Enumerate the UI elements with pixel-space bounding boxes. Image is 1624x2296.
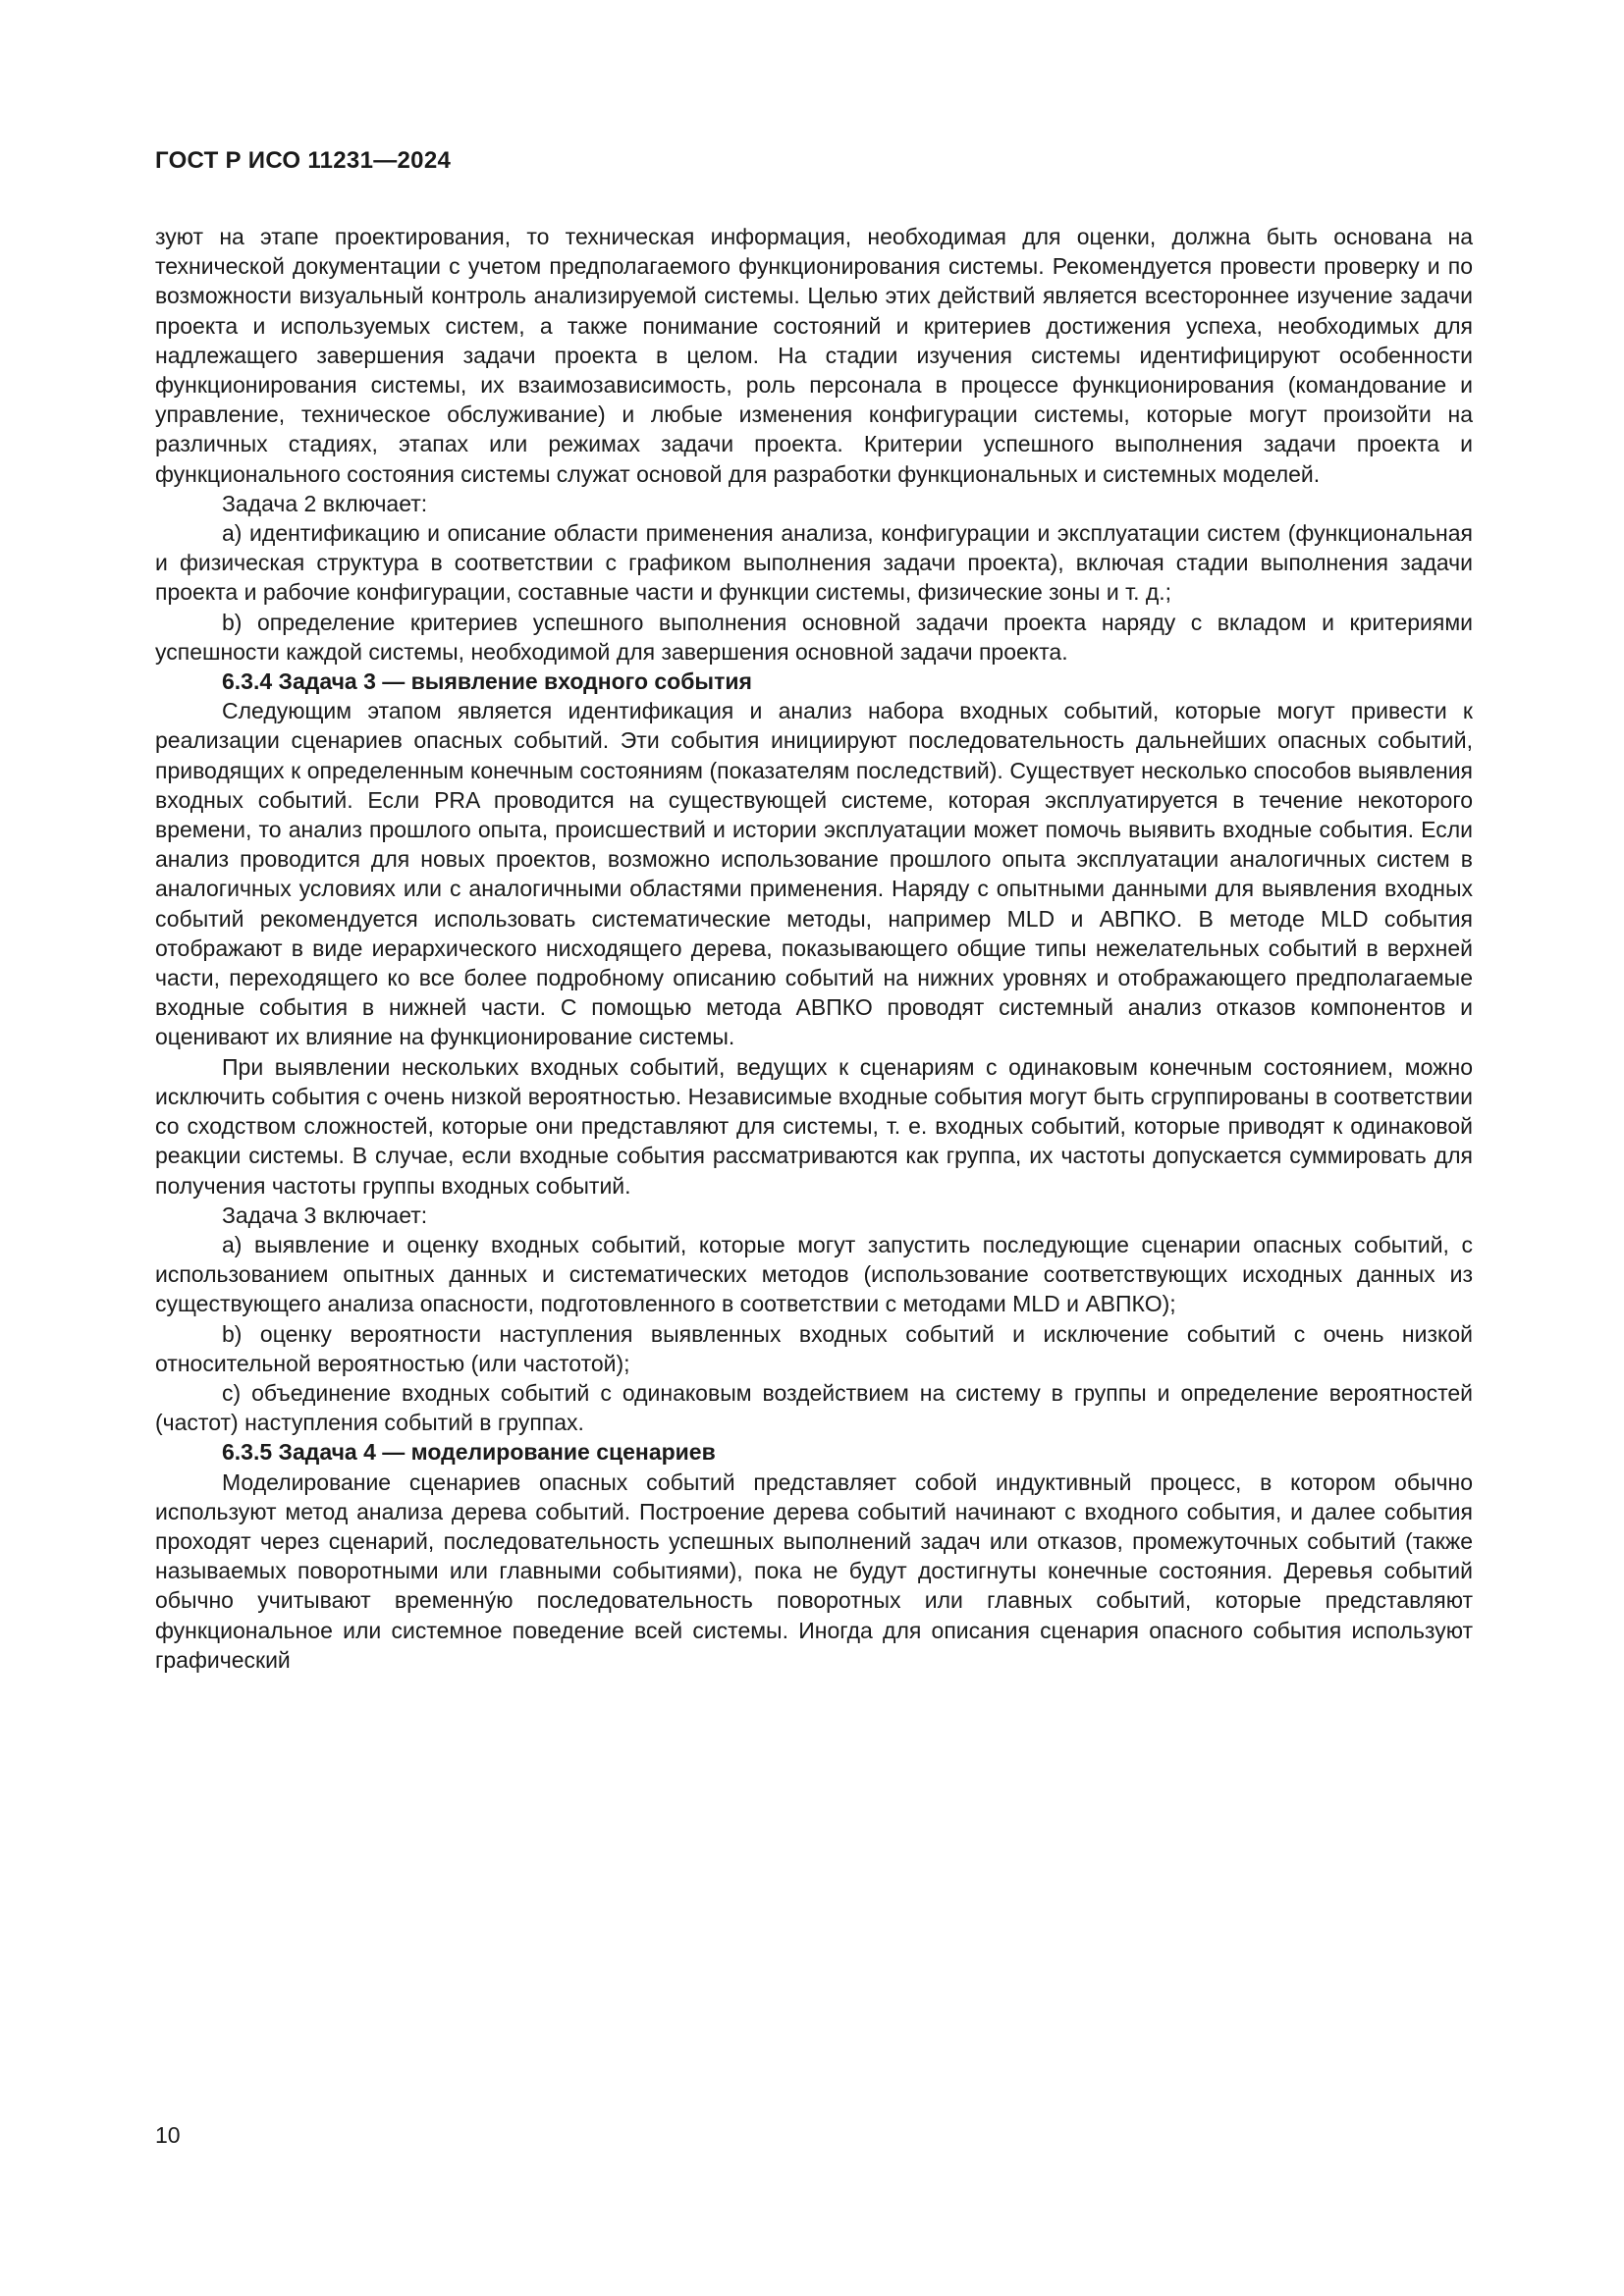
section-heading-6-3-5: 6.3.5 Задача 4 — моделирование сценариев [222,1439,716,1466]
paragraph-task2-intro: Задача 2 включает: [222,490,428,516]
paragraph-task3-intro: Задача 3 включает: [222,1201,428,1228]
document-body [155,222,1473,1675]
list-item-task3-c: c) объединение входных событий с одинаковым воздействием на систему в группы и определение вероятностей (частот) наступления событий в группах. [155,1379,1473,1436]
list-item-task3-b: b) оценку вероятности наступления выявленных входных событий и исключение событий с очень низкой относительной вероятностью (или частотой); [155,1320,1473,1376]
list-item-task3-a: a) выявление и оценку входных событий, которые могут запустить последующие сценарии опасных событий, с использованием опытных данных и систематических методов (использование соответствующих исходных данных из существующего анализа опасности, подготовленного в соответствии с методами MLD и АВПКО); [155,1231,1473,1317]
paragraph-6-3-4-body: Следующим этапом является идентификация и анализ набора входных событий, которые могут привести к реализации сценариев опасных событий. Эти события инициируют последовательность дальнейших опасных событий, приводящих к определенным конечным состояниям (показателям последствий). Существует несколько способов выявления входных событий. Если PRA проводится на существующей системе, которая эксплуатируется в течение некоторого времени, то анализ прошлого опыта, происшествий и истории эксплуатации может помочь выявить входные события. Если анализ проводится для новых проектов, возможно использование прошлого опыта эксплуатации аналогичных систем в аналогичных условиях или с аналогичными областями применения. Наряду с опытными данными для выявления входных событий рекомендуется использовать систематические методы, например MLD и АВПКО. В методе MLD события отображают в виде иерархического нисходящего дерева, показывающего общие типы нежелательных событий в верхней части, переходящего ко все более подробному описанию событий на нижних уровнях и отображающего предполагаемые входные события в нижней части. С помощью метода АВПКО проводят системный анализ отказов компонентов и оценивают их влияние на функционирование системы. [155,698,1473,1050]
paragraph-continuation: зуют на этапе проектирования, то техническая информация, необходимая для оценки, должна быть основана на технической документации с учетом предполагаемого функционирования системы. Рекомендуется провести проверку и по возможности визуальный контроль анализируемой системы. Целью этих действий является всестороннее изучение задачи проекта и используемых систем, а также понимание состояний и критериев достижения успеха, необходимых для надлежащего завершения задачи проекта в целом. На стадии изучения системы идентифицируют особенности функционирования системы, их взаимозависимость, роль персонала в процессе функционирования (командование и управление, техническое обслуживание) и любые изменения конфигурации системы, которые могут произойти на различных стадиях, этапах или режимах задачи проекта. Критерии успешного выполнения задачи проекта и функционального состояния системы служат основой для разработки функциональных и системных моделей. [155,224,1473,487]
paragraph-6-3-4-grouping: При выявлении нескольких входных событий, ведущих к сценариям с одинаковым конечным состоянием, можно исключить события с очень низкой вероятностью. Независимые входные события могут быть сгруппированы в соответствии со сходством сложностей, которые они представляют для системы, т. е. входных событий, которые приводят к одинаковой реакции системы. В случае, если входные события рассматриваются как группа, их частоты допускается суммировать для получения частоты группы входных событий. [155,1053,1473,1199]
list-item-task2-a: a) идентификацию и описание области применения анализа, конфигурации и эксплуатации систем (функциональная и физическая структура в соответствии с графиком выполнения задачи проекта), включая стадии выполнения задачи проекта и рабочие конфигурации, составные части и функции системы, физические зоны и т. д.; [155,520,1473,606]
section-heading-6-3-4: 6.3.4 Задача 3 — выявление входного события [222,668,752,695]
document-header: ГОСТ Р ИСО 11231—2024 [155,147,452,174]
page-number: 10 [155,2122,181,2148]
list-item-task2-b: b) определение критериев успешного выполнения основной задачи проекта наряду с вкладом и критериями успешности каждой системы, необходимой для завершения основной задачи проекта. [155,609,1473,665]
paragraph-6-3-5-body: Моделирование сценариев опасных событий представляет собой индуктивный процесс, в котором обычно используют метод анализа дерева событий. Построение дерева событий начинают с входного события, и далее события проходят через сценарий, последовательность успешных выполнений задач или отказов, промежуточных событий (также называемых поворотными или главными событиями), пока не будут достигнуты конечные состояния. Деревья событий обычно учитывают временну́ю последовательность поворотных или главных событий, которые представляют функциональное или системное поведение всей системы. Иногда для описания сценария опасного события используют графический [155,1468,1473,1673]
